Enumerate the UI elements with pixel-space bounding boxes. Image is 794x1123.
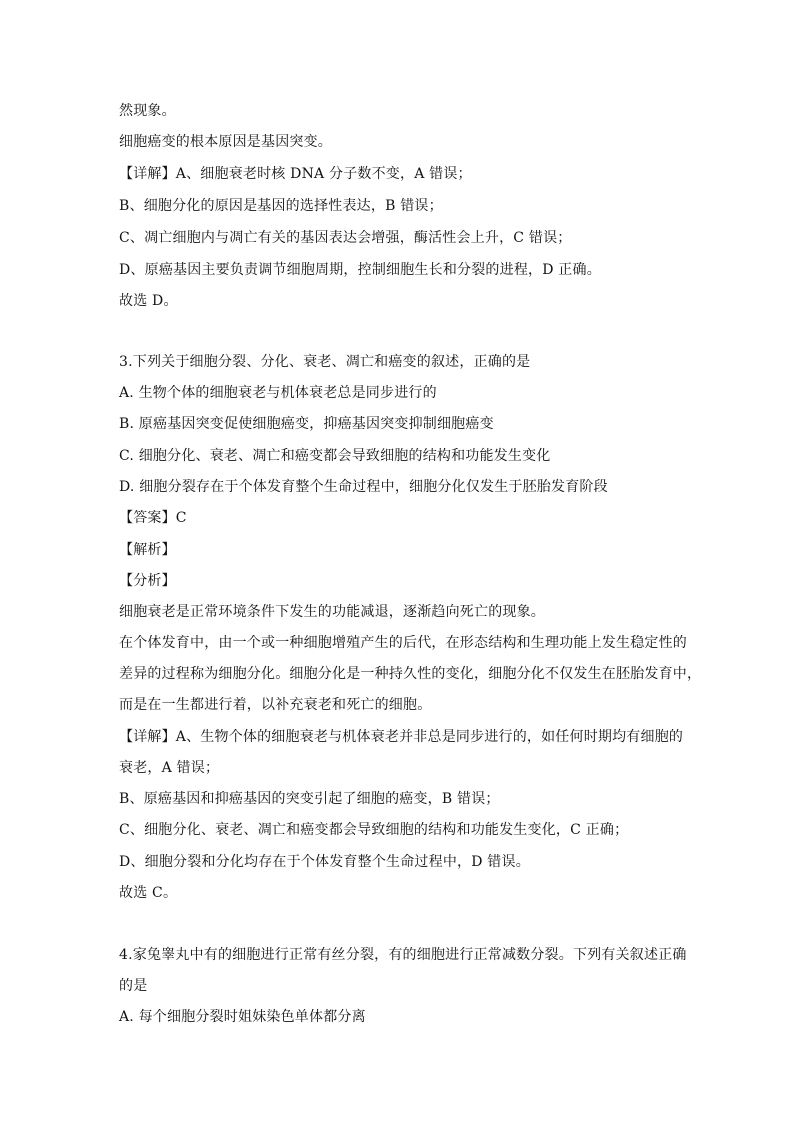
detail-line: 【详解】A、生物个体的细胞衰老与机体衰老并非总是同步进行的，如任何时期均有细胞的: [119, 729, 684, 745]
detail-line: B、原癌基因和抑癌基因的突变引起了细胞的癌变，B 错误；: [119, 791, 500, 807]
analysis-line: 在个体发育中，由一个或一种细胞增殖产生的后代，在形态结构和生理功能上发生稳定性的: [119, 635, 687, 651]
prev-detail-line: C、凋亡细胞内与凋亡有关的基因表达会增强，酶活性会上升，C 错误；: [119, 230, 572, 246]
question-3-option-b: B. 原癌基因突变促使细胞癌变，抑癌基因突变抑制细胞癌变: [119, 416, 494, 432]
question-4-option-a: A. 每个细胞分裂时姐妹染色单体都分离: [119, 1009, 366, 1025]
question-3-fenxi-heading: 【分析】: [119, 573, 176, 589]
detail-line: 衰老，A 错误；: [119, 760, 220, 776]
prev-detail-line: B、细胞分化的原因是基因的选择性表达，B 错误；: [119, 198, 443, 214]
prev-conclusion: 故选 D。: [119, 293, 178, 309]
question-3-stem: 3.下列关于细胞分裂、分化、衰老、凋亡和癌变的叙述，正确的是: [119, 354, 531, 370]
analysis-line: 细胞衰老是正常环境条件下发生的功能减退，逐渐趋向死亡的现象。: [119, 604, 545, 620]
question-3-jiexi-heading: 【解析】: [119, 542, 176, 558]
prev-detail-line: D、原癌基因主要负责调节细胞周期，控制细胞生长和分裂的进程，D 正确。: [119, 262, 601, 278]
prev-text-line: 然现象。: [119, 103, 176, 119]
analysis-line: 而是在一生都进行着，以补充衰老和死亡的细胞。: [119, 697, 432, 713]
question-3-option-a: A. 生物个体的细胞衰老与机体衰老总是同步进行的: [119, 385, 437, 401]
question-4-stem: 4.家兔睾丸中有的细胞进行正常有丝分裂，有的细胞进行正常减数分裂。下列有关叙述正确: [119, 947, 687, 963]
prev-text-line: 细胞癌变的根本原因是基因突变。: [119, 134, 332, 150]
detail-line: D、细胞分裂和分化均存在于个体发育整个生命过程中，D 错误。: [119, 854, 530, 870]
question-3-option-d: D. 细胞分裂存在于个体发育整个生命过程中，细胞分化仅发生于胚胎发育阶段: [119, 479, 608, 495]
analysis-line: 差异的过程称为细胞分化。细胞分化是一种持久性的变化，细胞分化不仅发生在胚胎发育中，: [119, 666, 702, 682]
question-3-answer: 【答案】C: [119, 510, 187, 526]
question-3-option-c: C. 细胞分化、衰老、凋亡和癌变都会导致细胞的结构和功能发生变化: [119, 448, 551, 464]
detail-line: C、细胞分化、衰老、凋亡和癌变都会导致细胞的结构和功能发生变化，C 正确；: [119, 822, 629, 838]
prev-detail-line: 【详解】A、细胞衰老时核 DNA 分子数不变，A 错误；: [119, 166, 472, 182]
question-4-stem-cont: 的是: [119, 978, 148, 994]
question-3-conclusion: 故选 C。: [119, 885, 178, 901]
